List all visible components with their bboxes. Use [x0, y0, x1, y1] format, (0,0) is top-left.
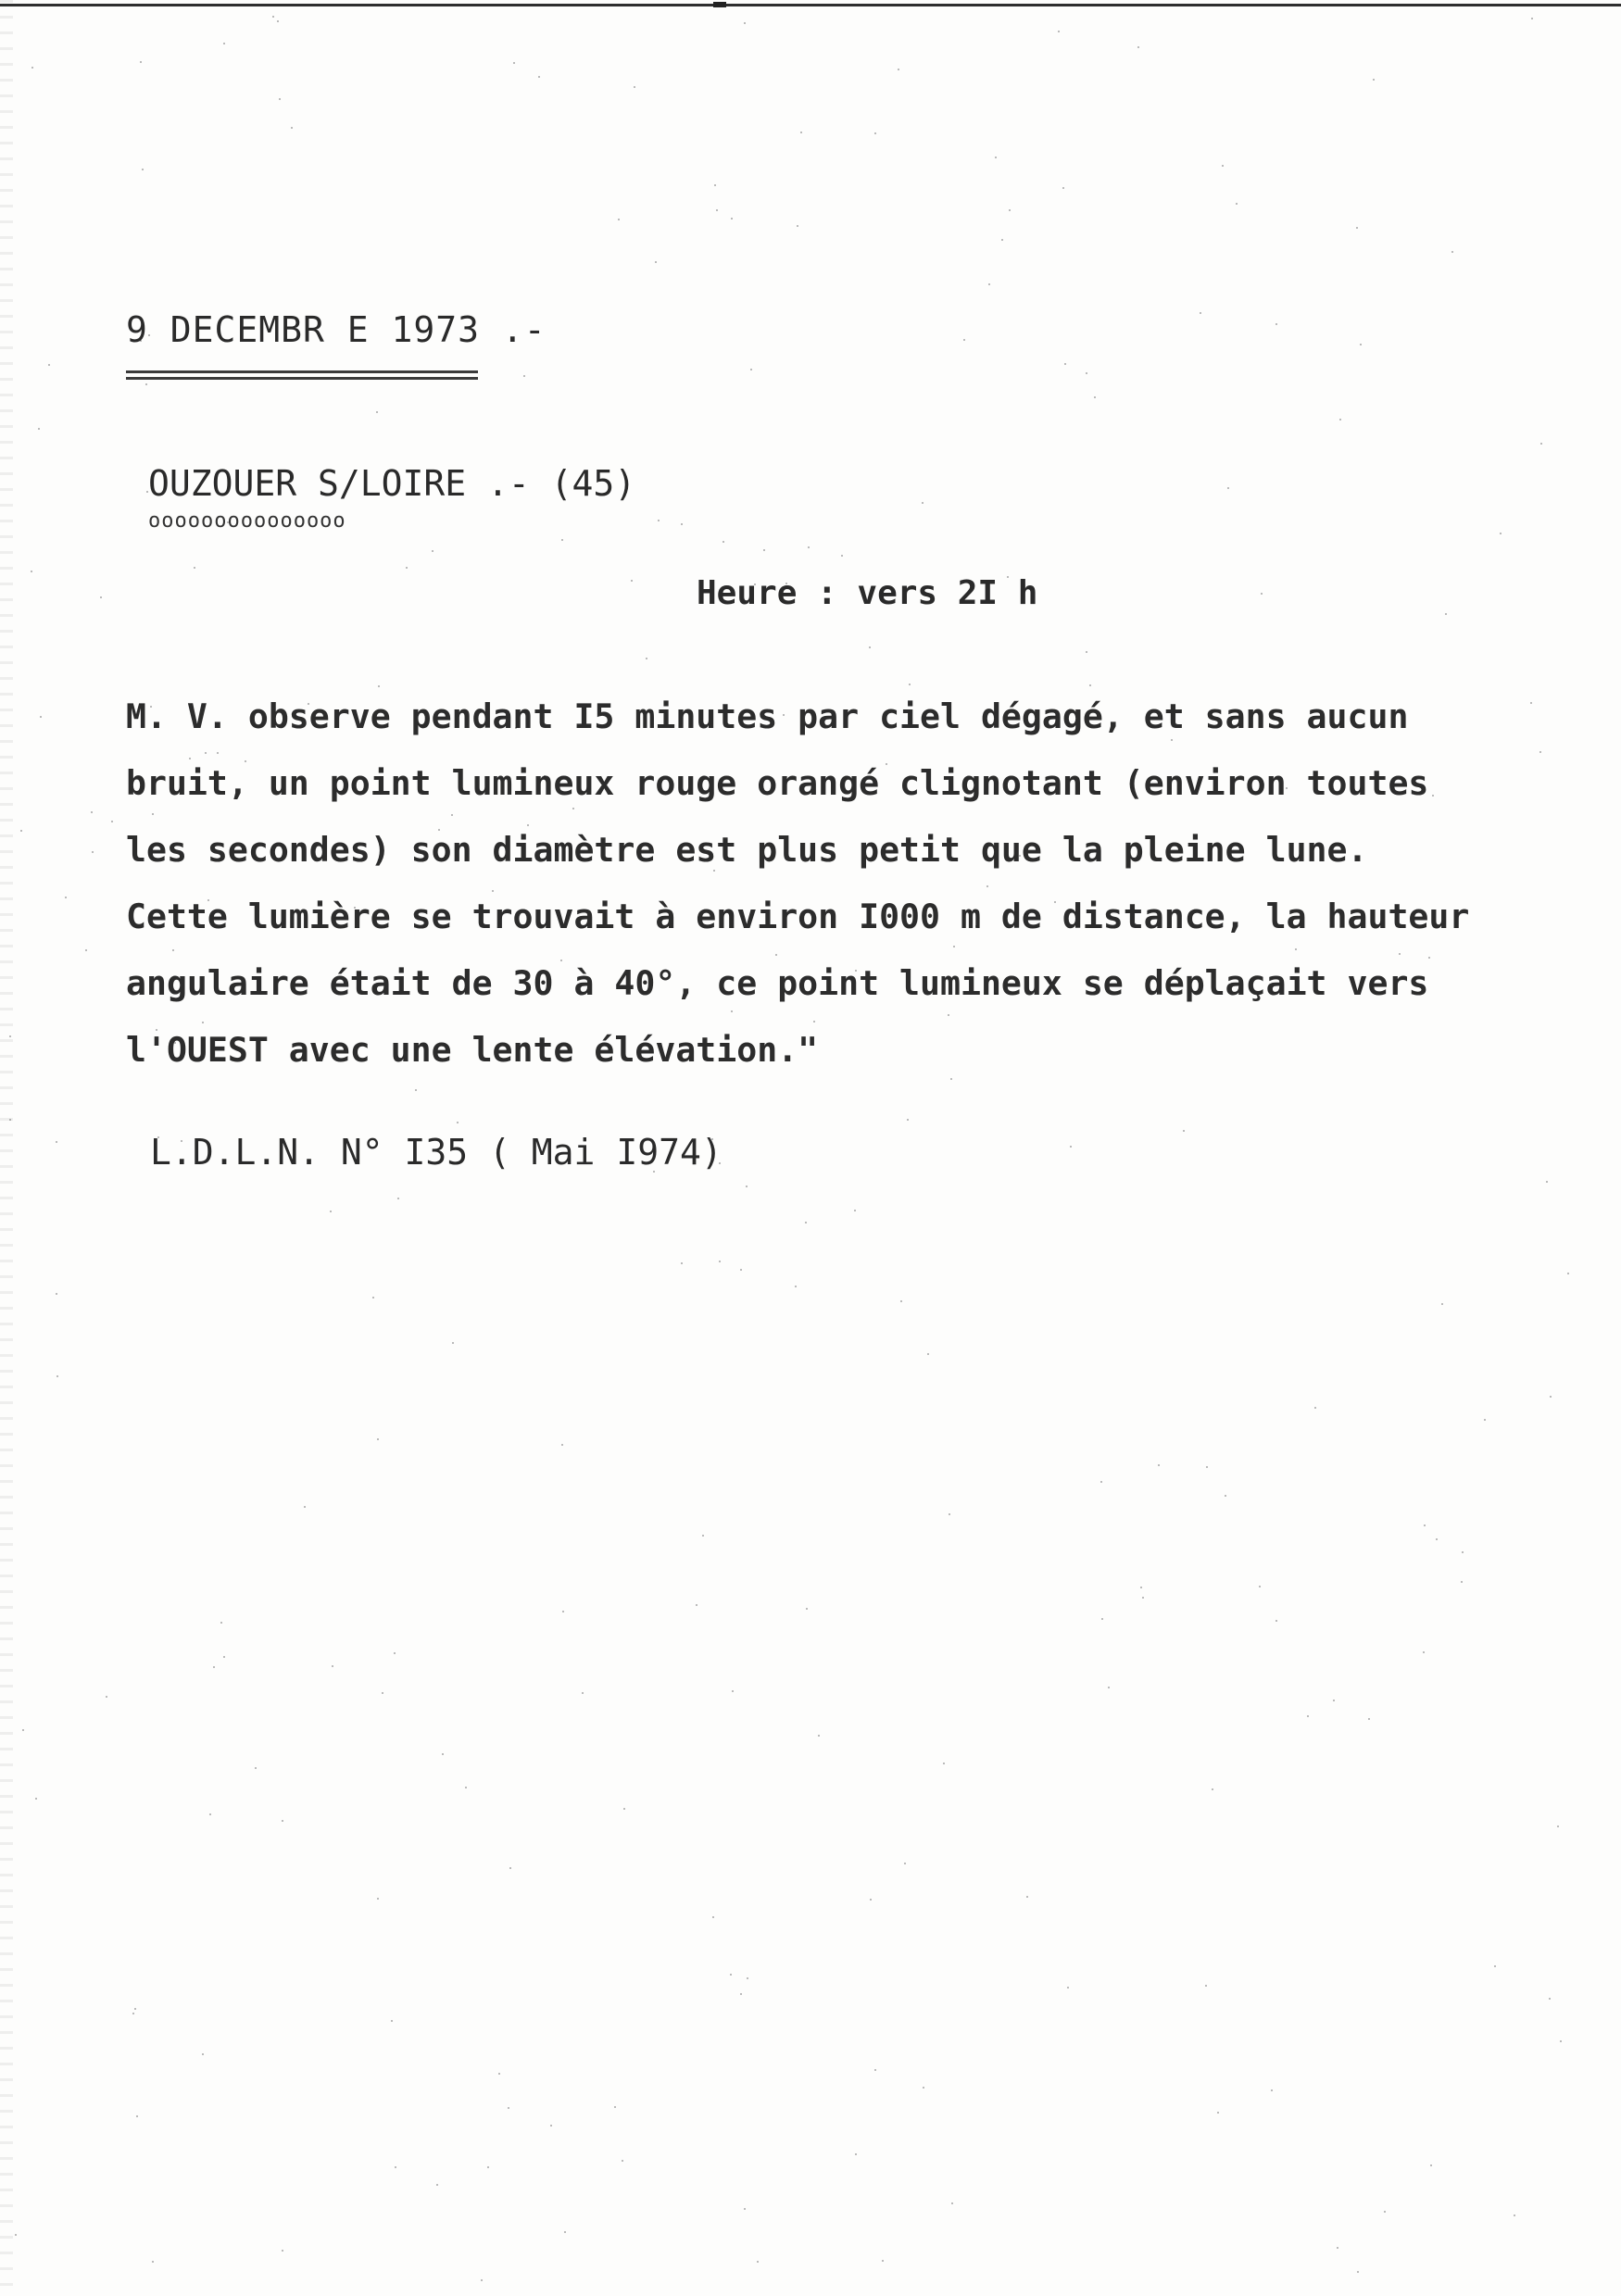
- scan-speck: [696, 1604, 697, 1606]
- scan-speck: [1360, 344, 1362, 345]
- source-reference: L.D.L.N. N° I35 ( Mai I974): [150, 1132, 723, 1173]
- scan-speck: [775, 954, 777, 956]
- scan-speck: [152, 2261, 154, 2263]
- scan-speck: [432, 550, 434, 552]
- top-rule-mark: [713, 2, 726, 7]
- scan-speck: [719, 1162, 721, 1164]
- scan-speck: [523, 375, 525, 377]
- scan-speck: [618, 219, 620, 220]
- scan-speck: [57, 1375, 58, 1377]
- scan-speck: [655, 261, 657, 263]
- scan-speck: [134, 2008, 136, 2010]
- scan-speck: [1058, 31, 1060, 32]
- scan-speck: [181, 1140, 182, 1142]
- scan-speck: [623, 1808, 625, 1810]
- scan-speck: [730, 1974, 732, 1976]
- scan-speck: [1261, 593, 1263, 595]
- scan-speck: [354, 907, 356, 909]
- scan-speck: [255, 1767, 257, 1769]
- scan-speck: [1070, 1146, 1072, 1148]
- scan-speck: [1019, 855, 1021, 857]
- scan-speck: [397, 1198, 399, 1199]
- scan-speck: [332, 1665, 333, 1667]
- scan-speck: [279, 98, 281, 100]
- scan-speck: [763, 549, 765, 551]
- scan-speck: [731, 1010, 733, 1012]
- scan-speck: [564, 2231, 566, 2233]
- scan-speck: [223, 1656, 225, 1658]
- scan-speck: [1101, 1618, 1103, 1620]
- scan-speck: [1064, 363, 1066, 365]
- scan-speck: [391, 2020, 393, 2022]
- scan-speck: [527, 824, 529, 826]
- scan-speck: [56, 1293, 57, 1295]
- scan-speck: [156, 1029, 157, 1031]
- scan-speck: [172, 949, 174, 951]
- scan-speck: [711, 1138, 713, 1140]
- scan-speck: [1200, 312, 1201, 314]
- scan-speck: [923, 2087, 924, 2089]
- scan-speck: [1222, 165, 1224, 167]
- scan-speck: [948, 1014, 949, 1016]
- scan-speck: [1001, 239, 1003, 241]
- scan-speck: [927, 1353, 929, 1355]
- scan-speck: [732, 1690, 734, 1692]
- scan-speck: [1432, 795, 1434, 797]
- scan-speck: [132, 2013, 134, 2014]
- scan-speck: [245, 760, 246, 762]
- scan-speck: [1368, 1718, 1370, 1720]
- date-underline: [126, 370, 478, 383]
- scan-speck: [227, 521, 229, 523]
- scan-speck: [806, 1608, 808, 1610]
- scan-speck: [65, 897, 67, 898]
- scan-speck: [714, 184, 716, 186]
- scan-speck: [1108, 1687, 1110, 1688]
- scan-speck: [808, 546, 810, 548]
- scan-speck: [22, 1729, 24, 1731]
- scan-speck: [622, 2160, 623, 2162]
- scan-speck: [874, 132, 876, 134]
- scan-speck: [91, 811, 93, 813]
- scan-speck: [740, 1993, 742, 1995]
- scan-speck: [818, 1735, 820, 1737]
- scan-speck: [757, 2261, 759, 2263]
- scan-speck: [1275, 323, 1277, 325]
- scan-speck: [723, 541, 724, 543]
- scan-speck: [152, 813, 154, 815]
- body-line: bruit, un point lumineux rouge orangé clignotant (environ toutes: [126, 763, 1429, 803]
- scan-speck: [451, 814, 453, 816]
- scan-speck: [702, 1535, 704, 1537]
- scan-speck: [886, 763, 887, 765]
- scan-speck: [377, 1438, 379, 1440]
- scan-speck: [1171, 739, 1173, 741]
- scan-speck: [882, 2260, 884, 2262]
- scan-speck: [550, 2125, 552, 2127]
- scan-speck: [1100, 1481, 1102, 1483]
- scan-speck: [797, 225, 798, 227]
- scan-speck: [1424, 1524, 1426, 1526]
- scan-speck: [498, 2073, 500, 2075]
- scan-speck: [561, 539, 563, 541]
- scan-speck: [1436, 1538, 1438, 1540]
- scan-speck: [394, 1652, 396, 1654]
- scan-speck: [783, 714, 785, 716]
- scan-speck: [614, 2106, 616, 2108]
- place-underline: ooooooooooooooo: [148, 509, 346, 533]
- scan-speck: [1462, 1551, 1464, 1553]
- scan-speck: [950, 1078, 952, 1080]
- scan-speck: [995, 157, 997, 158]
- scan-speck: [1054, 901, 1056, 903]
- scan-speck: [904, 1863, 906, 1864]
- time-line: Heure : vers 2I h: [697, 574, 1038, 612]
- scan-speck: [1546, 1181, 1548, 1183]
- scan-speck: [854, 1210, 856, 1211]
- scan-speck: [1373, 79, 1375, 81]
- scan-speck: [747, 1977, 748, 1979]
- scan-speck: [209, 1813, 211, 1815]
- scan-speck: [1026, 1896, 1028, 1898]
- scan-speck: [515, 727, 517, 729]
- scan-speck: [631, 580, 633, 582]
- scan-speck: [9, 1119, 11, 1121]
- scan-speck: [800, 132, 802, 133]
- scan-speck: [452, 1342, 454, 1344]
- scan-speck: [1259, 1586, 1261, 1587]
- scan-speck: [1275, 1620, 1277, 1622]
- scan-speck: [213, 1666, 215, 1668]
- scan-speck: [1560, 2040, 1562, 2042]
- scan-speck: [658, 520, 660, 521]
- scan-speck: [754, 583, 756, 585]
- scan-speck: [740, 1269, 742, 1271]
- scan-speck: [870, 1899, 872, 1901]
- scan-speck: [572, 808, 574, 809]
- scan-speck: [291, 127, 293, 129]
- scan-speck: [1227, 487, 1229, 489]
- scan-speck: [969, 910, 971, 912]
- scan-speck: [1307, 1715, 1309, 1717]
- scan-speck: [492, 890, 494, 892]
- scan-speck: [202, 2053, 204, 2055]
- top-rule: [0, 4, 1621, 6]
- scan-speck: [1212, 1788, 1213, 1790]
- body-line: les secondes) son diamètre est plus petit que la pleine lune.: [126, 830, 1368, 870]
- scan-edge: [0, 0, 13, 2296]
- scan-speck: [202, 1022, 204, 1023]
- scan-speck: [1205, 1985, 1207, 1987]
- body-line: angulaire était de 30 à 40°, ce point lumineux se déplaçait vers: [126, 963, 1429, 1003]
- scan-speck: [1295, 948, 1297, 950]
- scan-speck: [1451, 251, 1453, 253]
- scan-speck: [395, 2166, 396, 2168]
- scan-speck: [988, 283, 990, 285]
- scan-speck: [85, 949, 87, 951]
- scan-speck: [1271, 2089, 1273, 2091]
- scan-speck: [716, 209, 718, 211]
- scan-speck: [1540, 443, 1542, 445]
- scan-speck: [900, 1300, 902, 1302]
- scan-speck: [1089, 684, 1091, 686]
- scan-speck: [1183, 1130, 1185, 1132]
- scan-speck: [1225, 1495, 1226, 1497]
- scan-speck: [1158, 1464, 1160, 1466]
- scan-speck: [136, 2115, 138, 2117]
- scan-speck: [874, 2069, 876, 2071]
- scan-speck: [909, 684, 911, 685]
- scan-speck: [1314, 1407, 1316, 1409]
- scan-speck: [1086, 372, 1087, 374]
- scan-speck: [157, 1136, 159, 1138]
- scan-speck: [1094, 396, 1096, 398]
- scan-speck: [731, 218, 733, 220]
- scan-speck: [951, 2202, 953, 2204]
- scan-speck: [1062, 187, 1064, 189]
- scan-speck: [207, 899, 209, 901]
- scan-speck: [1445, 613, 1447, 615]
- scan-speck: [308, 703, 309, 705]
- scan-speck: [111, 821, 113, 822]
- scan-speck: [1217, 2112, 1219, 2114]
- scan-speck: [1140, 1587, 1142, 1588]
- scan-speck: [855, 970, 857, 972]
- scan-speck: [513, 62, 515, 64]
- place-heading: OUZOUER S/LOIRE .- (45): [148, 463, 636, 504]
- scan-speck: [174, 1042, 176, 1044]
- scan-speck: [189, 758, 191, 759]
- scan-speck: [330, 1211, 332, 1212]
- scan-speck: [1514, 2214, 1515, 2216]
- scan-speck: [1137, 46, 1139, 48]
- body-line: l'OUEST avec une lente élévation.": [126, 1030, 819, 1070]
- scan-speck: [508, 2107, 509, 2109]
- scan-speck: [1206, 1466, 1208, 1468]
- scan-speck: [142, 169, 144, 170]
- scan-speck: [48, 364, 50, 366]
- scan-speck: [1009, 209, 1011, 211]
- scan-speck: [1337, 2247, 1338, 2249]
- scan-speck: [277, 20, 279, 22]
- scan-speck: [1333, 1700, 1335, 1701]
- scan-speck: [1500, 533, 1502, 534]
- scan-speck: [205, 752, 207, 754]
- scan-speck: [146, 491, 148, 493]
- scan-speck: [20, 830, 22, 832]
- scan-speck: [1423, 1651, 1425, 1653]
- scan-speck: [963, 339, 965, 341]
- scan-speck: [785, 583, 787, 584]
- scan-speck: [1430, 2164, 1432, 2166]
- scan-speck: [1399, 953, 1401, 955]
- scan-speck: [1494, 1965, 1496, 1967]
- scan-speck: [487, 2166, 489, 2168]
- scan-speck: [1024, 913, 1026, 915]
- scan-speck: [544, 775, 546, 777]
- scan-speck: [38, 428, 40, 430]
- scan-speck: [1286, 787, 1288, 789]
- scan-speck: [465, 1787, 467, 1788]
- scan-speck: [40, 716, 42, 718]
- scan-speck: [376, 411, 378, 413]
- scan-speck: [140, 340, 142, 342]
- body-line: Cette lumière se trouvait à environ I000 m de distance, la hauteur: [126, 897, 1470, 936]
- scan-speck: [15, 2234, 17, 2236]
- scan-speck: [31, 67, 33, 69]
- scan-speck: [560, 960, 562, 961]
- scan-speck: [1086, 651, 1087, 653]
- scan-speck: [56, 1141, 57, 1143]
- scan-speck: [795, 1286, 797, 1287]
- scan-speck: [194, 567, 195, 569]
- scan-speck: [31, 571, 32, 572]
- scan-speck: [282, 1820, 283, 1822]
- scan-speck: [750, 369, 752, 370]
- scan-speck: [746, 1186, 748, 1187]
- scan-speck: [100, 596, 102, 598]
- scan-speck: [1550, 1396, 1552, 1398]
- scan-speck: [1531, 18, 1533, 19]
- scan-speck: [1356, 227, 1358, 229]
- scan-speck: [481, 2279, 483, 2281]
- scan-speck: [1484, 1419, 1486, 1421]
- scan-speck: [953, 946, 955, 947]
- scan-speck: [995, 993, 997, 995]
- scan-speck: [140, 61, 142, 63]
- observation-text: [126, 684, 1580, 1084]
- scan-speck: [719, 1261, 721, 1262]
- scan-speck: [1441, 1303, 1443, 1305]
- scan-speck: [145, 383, 147, 385]
- scan-speck: [744, 22, 746, 24]
- scan-speck: [975, 925, 977, 927]
- scan-speck: [582, 1692, 584, 1694]
- scan-speck: [1339, 419, 1341, 420]
- scan-speck: [217, 752, 219, 754]
- scan-speck: [898, 69, 899, 70]
- scan-speck: [1007, 576, 1009, 578]
- scan-speck: [949, 1513, 950, 1515]
- scan-speck: [1530, 702, 1532, 704]
- scan-speck: [1357, 2271, 1359, 2273]
- scan-speck: [986, 885, 988, 887]
- scan-speck: [681, 523, 683, 525]
- scan-speck: [442, 1753, 444, 1755]
- scan-speck: [148, 334, 150, 336]
- scan-speck: [436, 2184, 438, 2186]
- scan-speck: [415, 1089, 417, 1091]
- scan-speck: [646, 658, 647, 659]
- scan-speck: [562, 1611, 564, 1612]
- scan-speck: [653, 1171, 655, 1173]
- scan-speck: [681, 1262, 683, 1264]
- scan-speck: [855, 2153, 857, 2155]
- scan-speck: [304, 1506, 306, 1508]
- scan-speck: [713, 870, 715, 872]
- scan-speck: [561, 1444, 563, 1446]
- scan-speck: [712, 1916, 714, 1918]
- scan-speck: [272, 16, 274, 18]
- scan-speck: [813, 1021, 815, 1023]
- scan-speck: [223, 43, 225, 44]
- scan-speck: [92, 851, 94, 853]
- scan-speck: [1549, 1998, 1551, 2000]
- scan-speck: [1384, 2211, 1386, 2213]
- scan-speck: [382, 1692, 383, 1694]
- scan-speck: [282, 2250, 283, 2252]
- scan-speck: [1236, 203, 1238, 205]
- scan-speck: [538, 76, 540, 78]
- scan-speck: [457, 1122, 459, 1123]
- scan-speck: [1539, 751, 1541, 753]
- scan-speck: [744, 2208, 746, 2210]
- scan-speck: [220, 1622, 222, 1624]
- scan-speck: [509, 1867, 511, 1869]
- scan-speck: [907, 1119, 909, 1121]
- date-heading: 9 DECEMBR E 1973 .-: [126, 309, 547, 350]
- scan-speck: [841, 555, 843, 557]
- scan-speck: [805, 1222, 807, 1223]
- scan-speck: [634, 86, 635, 88]
- scan-speck: [922, 502, 924, 504]
- scan-speck: [35, 1798, 37, 1800]
- scan-speck: [1461, 1581, 1463, 1583]
- scan-speck: [869, 646, 871, 648]
- scan-speck: [106, 1696, 107, 1698]
- scan-speck: [377, 1898, 379, 1900]
- scan-speck: [943, 1763, 945, 1764]
- scan-speck: [1428, 957, 1430, 959]
- scan-speck: [1557, 1826, 1559, 1827]
- scan-speck: [378, 685, 380, 687]
- scan-speck: [372, 1297, 374, 1299]
- scan-speck: [438, 829, 440, 831]
- scan-speck: [9, 1035, 11, 1037]
- scan-speck: [150, 706, 152, 708]
- scan-speck: [1067, 1987, 1069, 1989]
- scan-speck: [1142, 1597, 1144, 1599]
- body-line: M. V. observe pendant I5 minutes par ciel dégagé, et sans aucun: [126, 696, 1409, 736]
- scan-speck: [1567, 1273, 1569, 1274]
- scan-speck: [406, 567, 408, 569]
